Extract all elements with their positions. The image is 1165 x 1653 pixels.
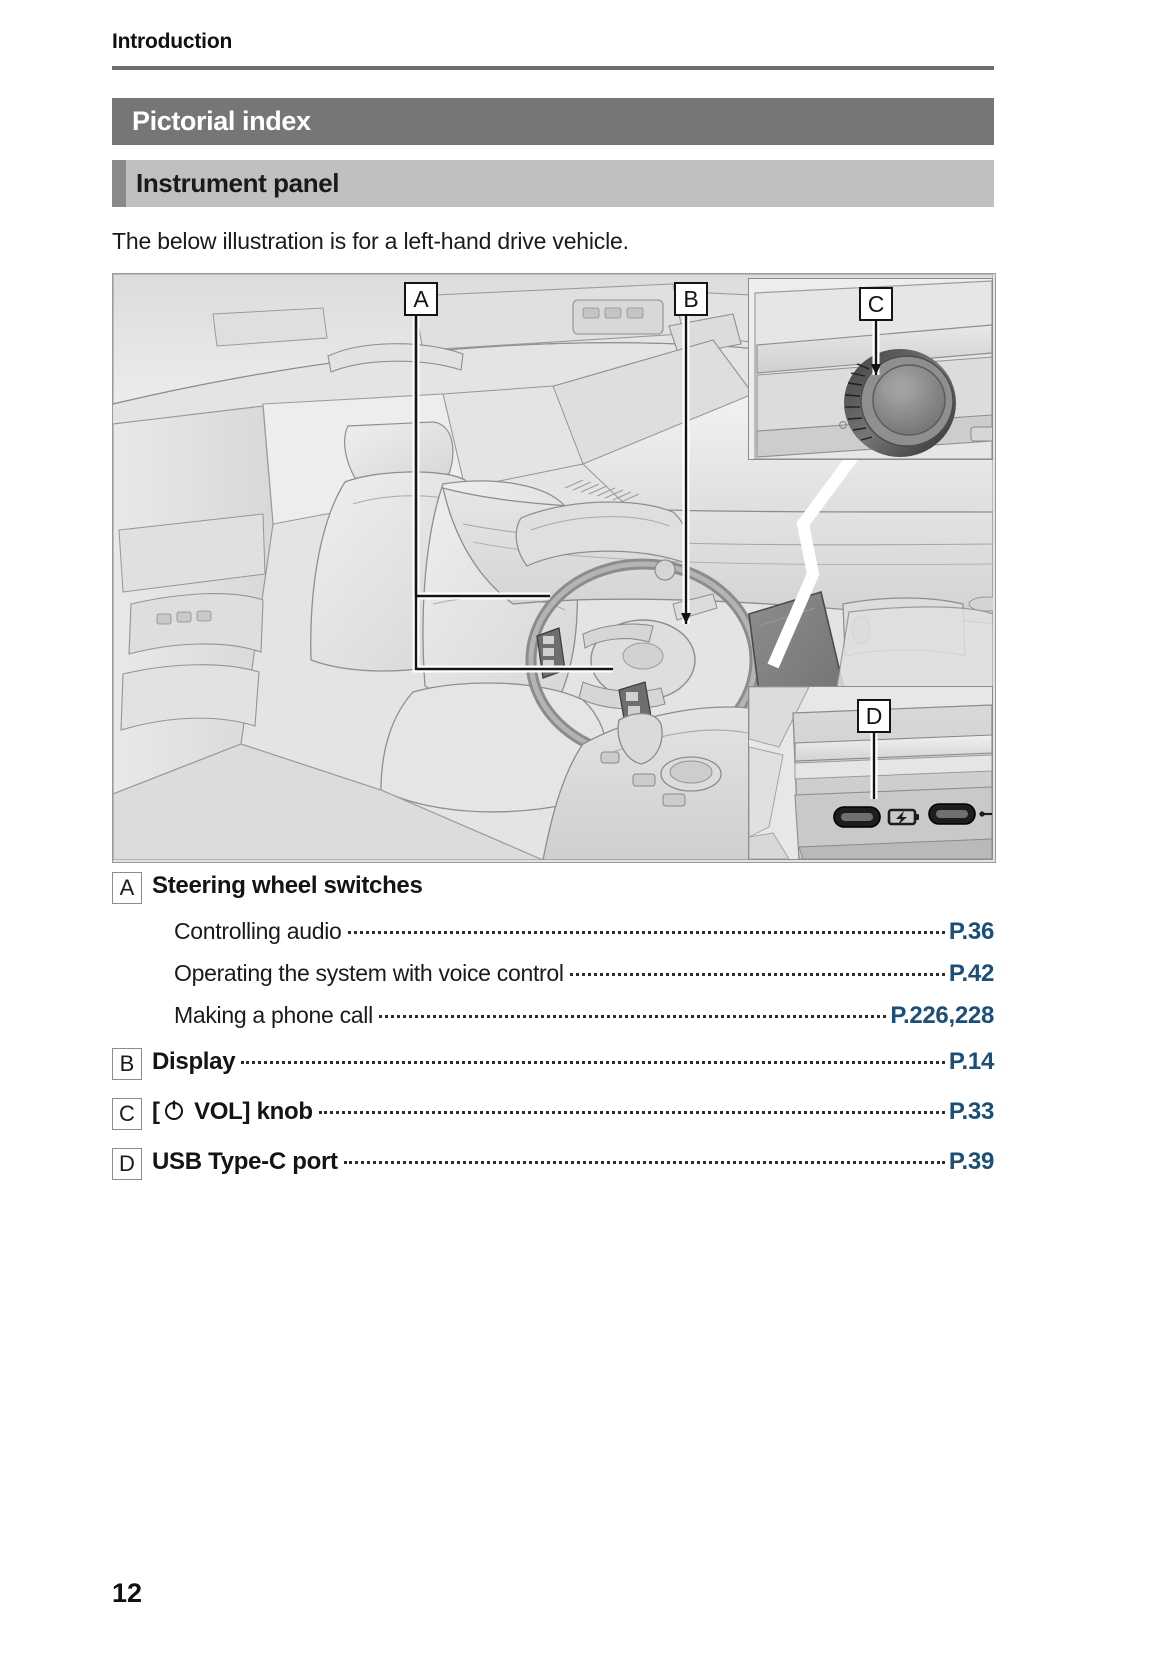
section-tab-marker (112, 160, 126, 207)
index-entry-b[interactable] (112, 1048, 994, 1080)
page-reference[interactable]: P.14 (948, 1048, 994, 1075)
page-reference[interactable]: P.36 (948, 918, 994, 945)
index-badge-d: D (112, 1148, 142, 1180)
callout-c: C (859, 287, 893, 321)
lead-paragraph: The below illustration is for a left-hand drive vehicle. (112, 228, 629, 254)
index-sub-row[interactable] (174, 1002, 994, 1030)
index-badge-b: B (112, 1048, 142, 1080)
index-title-b: Display (152, 1048, 236, 1075)
running-head: Introduction (112, 30, 233, 53)
dot-leader (379, 1015, 886, 1018)
callout-b: B (674, 282, 708, 316)
callout-d: D (857, 699, 891, 733)
dot-leader (344, 1161, 945, 1164)
chapter-title: Pictorial index (132, 106, 311, 136)
section-bar (112, 160, 994, 207)
chapter-bar (112, 98, 994, 145)
callout-c-leader (749, 279, 992, 459)
index-badge-a: A (112, 872, 142, 904)
page-number: 12 (112, 1578, 143, 1608)
dot-leader (570, 973, 945, 976)
page-reference[interactable]: P.33 (948, 1098, 994, 1125)
power-icon (162, 1098, 186, 1129)
dot-leader (319, 1111, 945, 1114)
index-title-d: USB Type-C port (152, 1148, 338, 1175)
vol-knob-text: VOL] knob (187, 1098, 313, 1125)
index-entry-a (112, 872, 994, 904)
inset-panel-usb-ports (748, 686, 993, 860)
sub-label: Making a phone call (174, 1002, 373, 1028)
index-sub-list-a (112, 918, 994, 1030)
index-sub-row[interactable] (174, 960, 994, 988)
index-badge-c: C (112, 1098, 142, 1130)
sub-label: Operating the system with voice control (174, 960, 564, 986)
index-entry-d[interactable] (112, 1148, 994, 1180)
page-reference[interactable]: P.39 (948, 1148, 994, 1175)
page-reference[interactable]: P.42 (948, 960, 994, 987)
sub-label: Controlling audio (174, 918, 342, 944)
pictorial-index-list (112, 872, 994, 1186)
index-entry-c[interactable] (112, 1098, 994, 1130)
section-title: Instrument panel (136, 168, 340, 198)
bracket-open: [ (152, 1098, 160, 1125)
dot-leader (241, 1061, 945, 1064)
instrument-panel-illustration (112, 273, 996, 863)
callout-d-leader (749, 687, 992, 859)
index-title-a: Steering wheel switches (152, 872, 423, 899)
index-sub-row[interactable] (174, 918, 994, 946)
index-title-c (152, 1098, 313, 1129)
page-reference[interactable]: P.226,228 (890, 1002, 994, 1029)
inset-panel-volume-knob (748, 278, 993, 460)
header-rule (112, 66, 994, 70)
dot-leader (348, 931, 945, 934)
callout-a: A (404, 282, 438, 316)
